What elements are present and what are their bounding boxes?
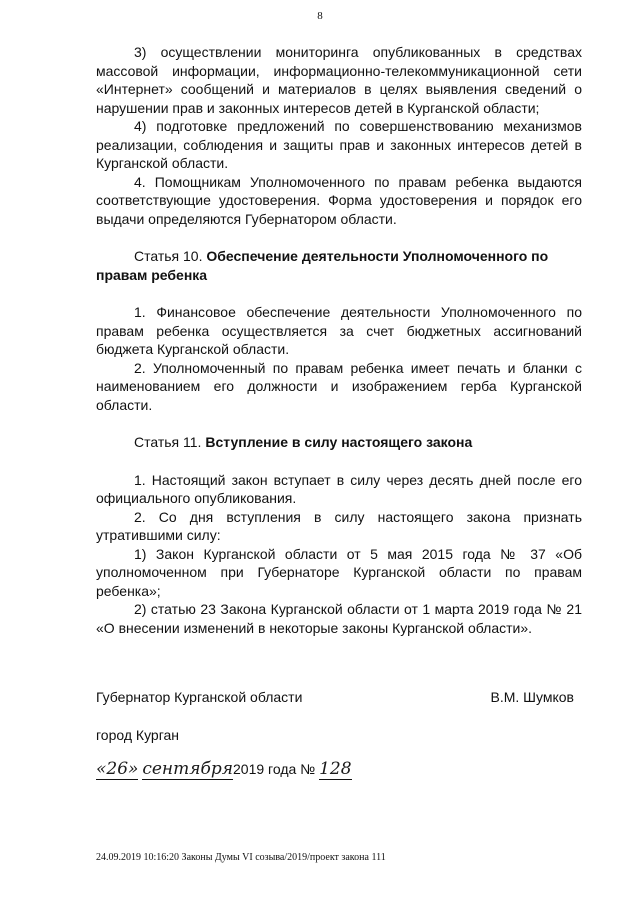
- article-11-heading: [96, 433, 582, 452]
- date-day: 26: [106, 759, 129, 779]
- spacer: [96, 284, 582, 303]
- date-month-handwritten: сентября: [142, 759, 234, 779]
- article-10-paragraph-2: 2. Уполномоченный по правам ребенка имеет печать и бланки с наименованием его должности и изображением герба Курганской области.: [96, 359, 582, 413]
- paragraph-assistants-certificates: 4. Помощникам Уполномоченного по правам ребенка выдаются соответствующие удостоверения. Форма удостоверения и порядок его выдачи определяются Губернатором области.: [96, 173, 582, 227]
- page-number: 8: [317, 10, 323, 22]
- city-line: город Курган: [96, 727, 180, 743]
- article-11-item-2: 2) статью 23 Закона Курганской области от 1 марта 2019 года № 21 «О внесении изменений в некоторые законы Курганской области».: [96, 601, 582, 636]
- document-body: [96, 43, 582, 637]
- paragraph-4-proposals: 4) подготовке предложений по совершенствованию механизмов реализации, соблюдения и защиты прав и законных интересов детей в Курганской области.: [96, 118, 582, 171]
- law-number-handwritten: 128: [319, 759, 352, 779]
- article-10-title: Обеспечение деятельности Уполномоченного по правам ребенка: [96, 248, 549, 283]
- date-open-quote: «: [96, 759, 107, 779]
- article-10-paragraph-1: 1. Финансовое обеспечение деятельности Уполномоченного по правам ребенка осуществляется за счет бюджетных ассигнований бюджета Курганской области.: [96, 304, 582, 357]
- signature-name: В.М. Шумков: [490, 689, 574, 705]
- signature-position: Губернатор Курганской области: [96, 689, 303, 705]
- spacer: [96, 228, 582, 247]
- document-footer: 24.09.2019 10:16:20 Законы Думы VI созыва/2019/проект закона 111: [96, 852, 386, 863]
- date-day-handwritten: [96, 759, 138, 780]
- article-10-heading: [96, 247, 582, 284]
- article-11-paragraph-2: 2. Со дня вступления в силу настоящего закона признать утратившими силу:: [96, 508, 582, 543]
- article-11-item-1: 1) Закон Курганской области от 5 мая 2015 года № 37 «Об уполномоченном при Губернаторе Курганской области по правам ребенка»;: [96, 545, 582, 599]
- paragraph-3-monitoring: 3) осуществлении мониторинга опубликованных в средствах массовой информации, информационно-телекоммуникационной сети «Интернет» сообщений и материалов в целях выявления сведений о нарушении прав и законных интересов детей в Курганской области;: [96, 44, 582, 116]
- article-11-paragraph-1: 1. Настоящий закон вступает в силу через десять дней после его официального опубликования.: [96, 471, 582, 506]
- signature-block: [96, 688, 582, 706]
- spacer: [96, 452, 582, 471]
- date-year-text: 2019 года №: [233, 761, 316, 777]
- article-11-title: Вступление в силу настоящего закона: [205, 434, 473, 450]
- date-line: [96, 756, 352, 782]
- spacer: [96, 414, 582, 433]
- article-11-prefix: Статья 11.: [134, 434, 202, 450]
- date-close-quote: »: [128, 759, 139, 779]
- article-10-prefix: Статья 10.: [134, 248, 203, 264]
